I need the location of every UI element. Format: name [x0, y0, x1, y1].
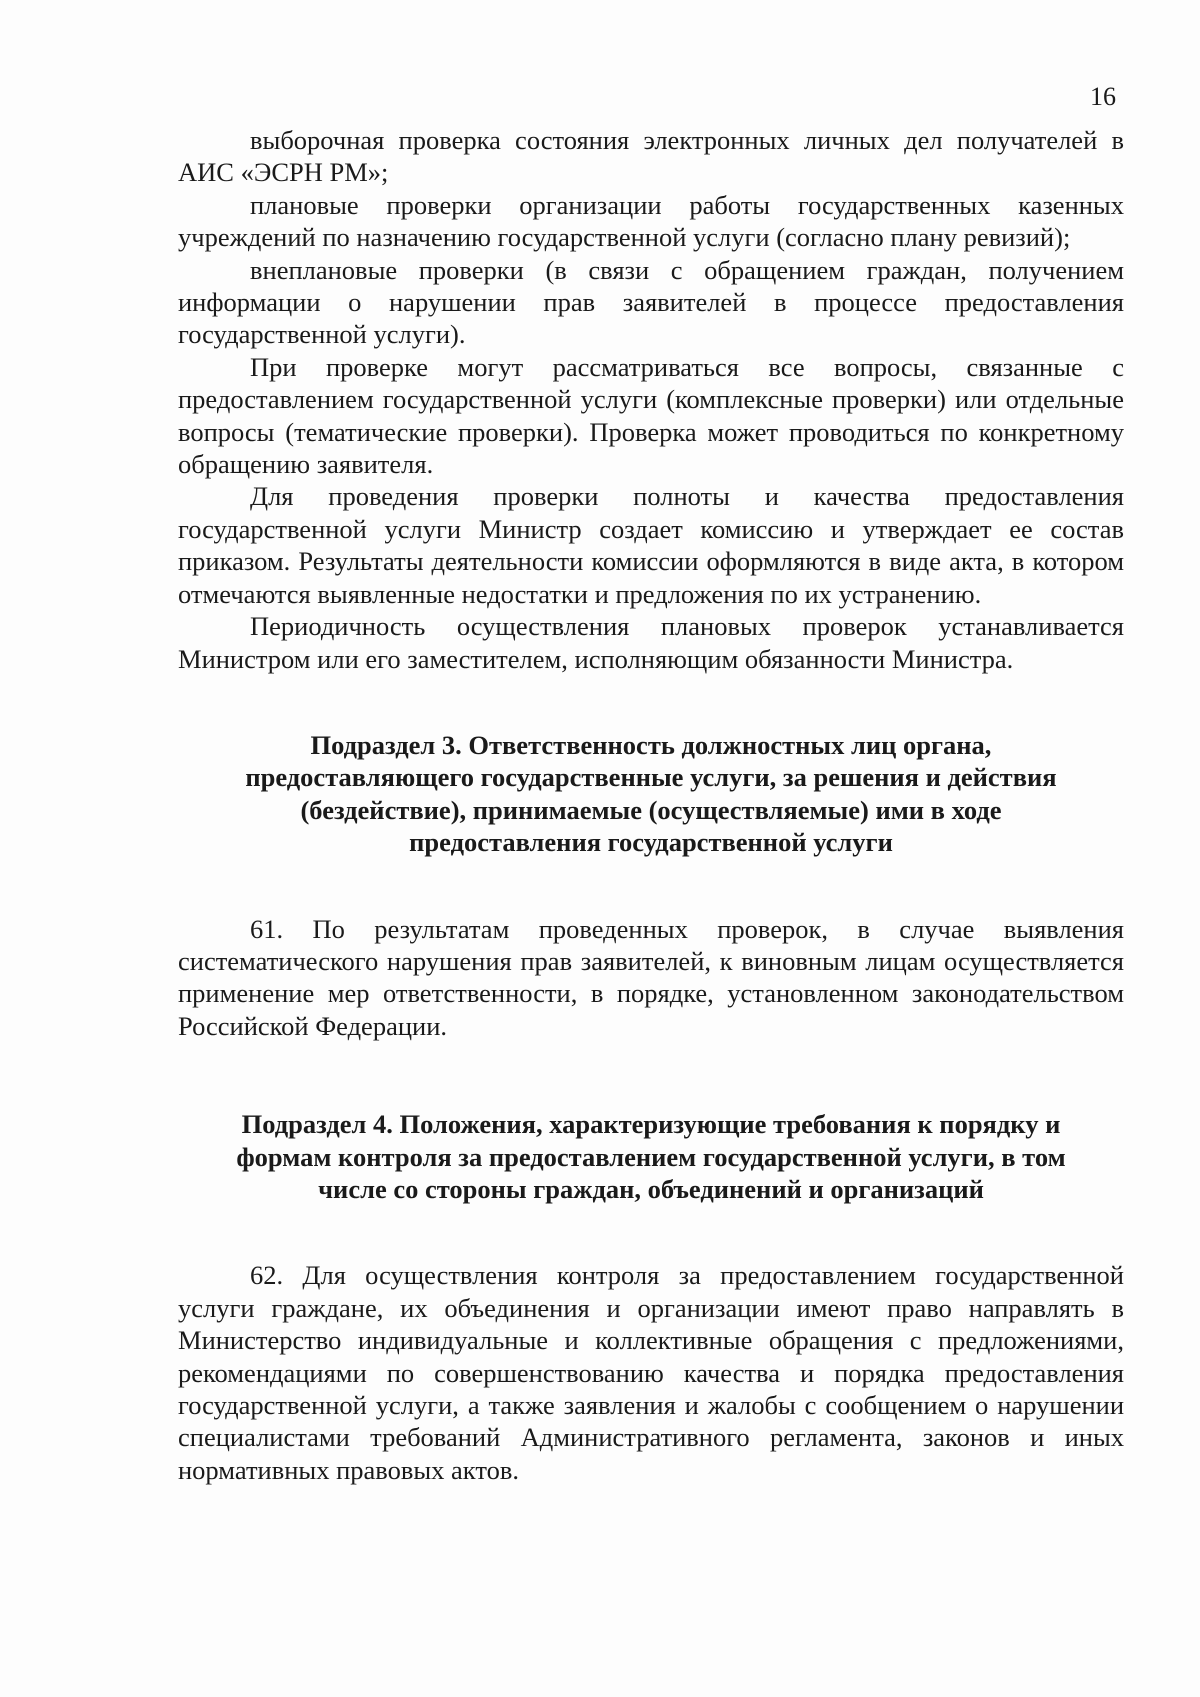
- page-number: 16: [1090, 82, 1116, 111]
- paragraph-check-scope: При проверке могут рассматриваться все вопросы, связанные с предоставлением государственной услуги (комплексные проверки) или отдельные вопросы (тематические проверки). Проверка может проводиться по конкретному обращению заявителя.: [178, 351, 1124, 480]
- paragraph-61: 61. По результатам проведенных проверок, в случае выявления систематического нарушения прав заявителей, к виновным лицам осуществляется применение мер ответственности, в порядке, установленном законодательством Российской Федерации.: [178, 913, 1124, 1041]
- document-body: [178, 124, 1124, 1486]
- section-3-heading-line: (бездействие), принимаемые (осуществляемые) ими в ходе: [300, 794, 1002, 825]
- paragraph-62: 62. Для осуществления контроля за предоставлением государственной услуги граждане, их объединения и организации имеют право направлять в Министерство индивидуальные и коллективные обращения с предложениями, рекомендациями по совершенствованию качества и порядка предоставления государственной услуги, а также заявления и жалобы с сообщением о нарушении специалистами требований Административного регламента, законов и иных нормативных правовых актов.: [178, 1260, 1124, 1485]
- section-4-heading-line: числе со стороны граждан, объединений и организаций: [318, 1173, 984, 1204]
- section-3-heading: [178, 729, 1124, 859]
- section-3-heading-line: предоставления государственной услуги: [409, 827, 893, 858]
- section-3-heading-line: предоставляющего государственные услуги, за решения и действия: [245, 762, 1057, 793]
- paragraph-unplanned-checks: внеплановые проверки (в связи с обращением граждан, получением информации о нарушении прав заявителей в процессе предоставления государственной услуги).: [178, 254, 1124, 350]
- section-4-heading-line: Подраздел 4. Положения, характеризующие требования к порядку и: [241, 1109, 1061, 1140]
- paragraph-periodicity: Периодичность осуществления плановых проверок устанавливается Министром или его заместителем, исполняющим обязанности Министра.: [178, 611, 1124, 674]
- paragraph-planned-checks: плановые проверки организации работы государственных казенных учреждений по назначению государственной услуги (согласно плану ревизий);: [178, 189, 1124, 253]
- paragraph-commission: Для проведения проверки полноты и качества предоставления государственной услуги Министр создает комиссию и утверждает ее состав приказом. Результаты деятельности комиссии оформляются в виде акта, в котором отмечаются выявленные недостатки и предложения по их устранению.: [178, 481, 1124, 609]
- section-4-heading-line: формам контроля за предоставлением государственной услуги, в том: [236, 1141, 1066, 1172]
- paragraph-selective-check: выборочная проверка состояния электронных личных дел получателей в АИС «ЭСРН РМ»;: [178, 125, 1124, 188]
- section-3-heading-line: Подраздел 3. Ответственность должностных лиц органа,: [310, 729, 992, 760]
- section-4-heading: [178, 1108, 1124, 1205]
